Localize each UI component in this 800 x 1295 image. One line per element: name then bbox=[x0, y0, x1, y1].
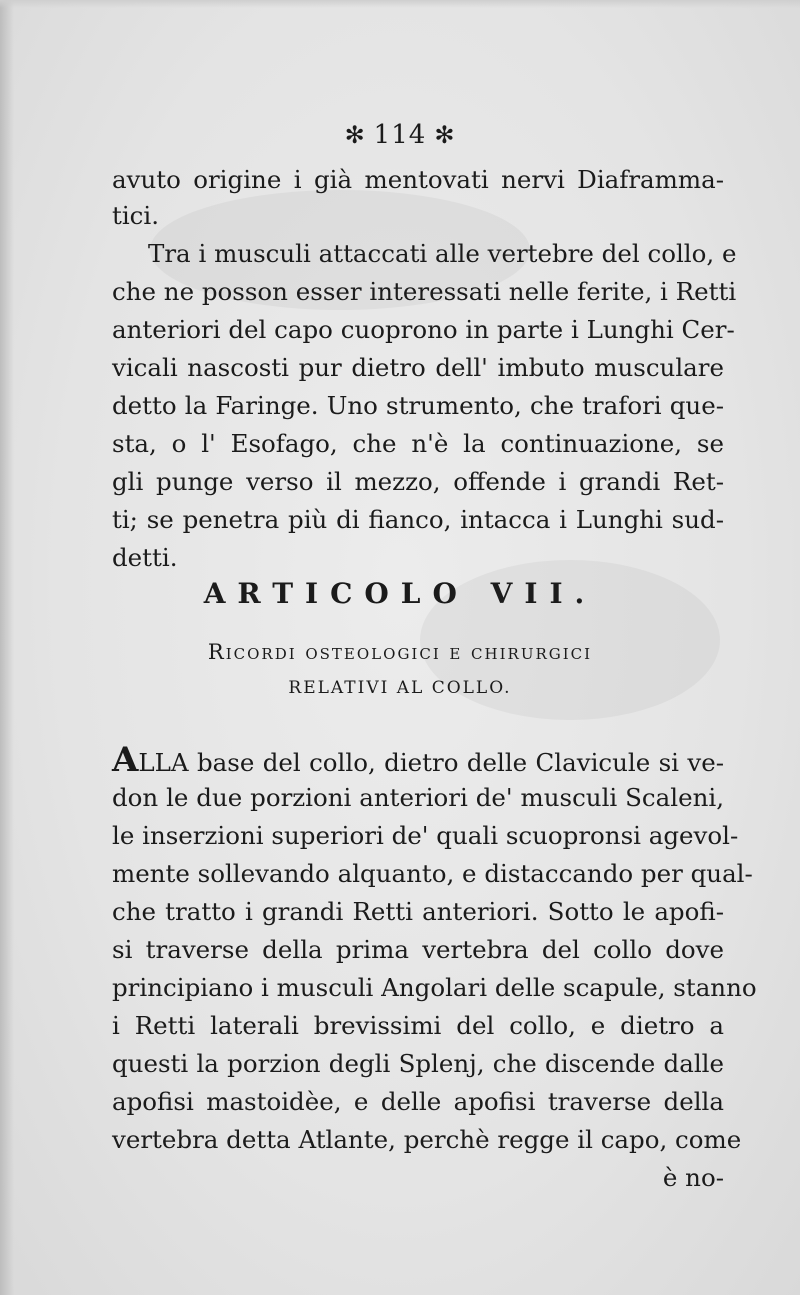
text-line: anteriori del capo cuoprono in parte i Lunghi Cer- bbox=[112, 315, 735, 344]
text-line-first bbox=[112, 742, 724, 778]
text-line: vicali nascosti pur dietro dell' imbuto musculare bbox=[112, 353, 724, 382]
text-line: apofisi mastoidèe, e delle apofisi traverse della bbox=[112, 1087, 724, 1116]
text-line: che tratto i grandi Retti anteriori. Sotto le apofi- bbox=[112, 897, 724, 926]
article-subheading: Ricordi osteologici e chirurgici bbox=[207, 640, 593, 664]
text-line: che ne posson esser interessati nelle ferite, i Retti bbox=[112, 277, 737, 306]
page-number: 114 bbox=[373, 120, 427, 150]
catchword: è no- bbox=[662, 1163, 724, 1192]
article-heading: ARTICOLO VII. bbox=[203, 577, 597, 610]
text-line: principiano i musculi Angolari delle scapule, stanno bbox=[112, 973, 757, 1002]
text-line-first-rest: LLA base del collo, dietro delle Clavicule si ve- bbox=[138, 748, 724, 777]
text-line: don le due porzioni anteriori de' musculi Scaleni, bbox=[112, 783, 724, 812]
page-top-shadow bbox=[0, 0, 800, 8]
text-line: detto la Faringe. Uno strumento, che trafori que- bbox=[112, 391, 724, 420]
text-line: detti. bbox=[112, 543, 178, 572]
text-line: gli punge verso il mezzo, offende i grandi Ret- bbox=[112, 467, 724, 496]
text-line: le inserzioni superiori de' quali scuopronsi agevol- bbox=[112, 821, 739, 850]
text-line: Tra i musculi attaccati alle vertebre del collo, e bbox=[148, 239, 737, 268]
article-subheading-second-line: RELATIVI AL COLLO. bbox=[288, 678, 512, 698]
text-line: mente sollevando alquanto, e distaccando per qual- bbox=[112, 859, 753, 888]
ornament-star-right: ✻ bbox=[434, 121, 456, 149]
drop-cap: A bbox=[112, 740, 139, 780]
text-line: avuto origine i già mentovati nervi Diaframma- bbox=[112, 165, 724, 194]
text-line: tici. bbox=[112, 201, 160, 230]
text-line: i Retti laterali brevissimi del collo, e dietro a bbox=[112, 1011, 724, 1040]
text-line: si traverse della prima vertebra del collo dove bbox=[112, 935, 724, 964]
ornament-star-left: ✻ bbox=[344, 121, 366, 149]
text-line: ti; se penetra più di fianco, intacca i Lunghi sud- bbox=[112, 505, 724, 534]
page-header bbox=[0, 120, 800, 150]
text-line: questi la porzion degli Splenj, che discende dalle bbox=[112, 1049, 724, 1078]
text-line: sta, o l' Esofago, che n'è la continuazione, se bbox=[112, 429, 724, 458]
text-line: vertebra detta Atlante, perchè regge il capo, come bbox=[112, 1125, 742, 1154]
